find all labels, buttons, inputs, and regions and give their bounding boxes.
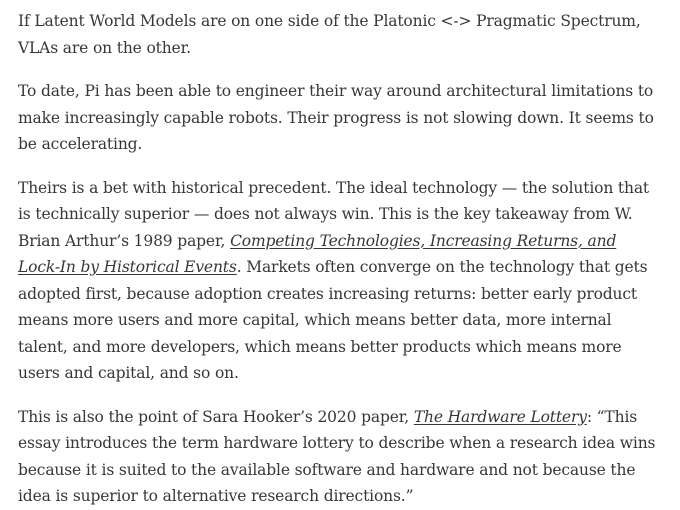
paragraph-historical-precedent-before: Theirs is a bet with historical precedent. The ideal technology — the solution that is technically superior — does not always win. This is the key takeaway from W. Brian Arthur’s 1989 paper, <box>18 178 650 250</box>
link-competing-technologies[interactable]: Competing Technologies, Increasing Returns, and Lock-In by Historical Events <box>18 231 617 276</box>
paragraph-historical-precedent <box>18 175 658 387</box>
paragraph-hardware-lottery <box>18 404 658 510</box>
paragraph-hardware-lottery-before: This is also the point of Sara Hooker’s 2020 paper, <box>18 407 414 426</box>
paragraph-intro-text: If Latent World Models are on one side of the Platonic <-> Pragmatic Spectrum, VLAs are on the other. <box>18 12 641 57</box>
paragraph-intro <box>18 8 658 61</box>
paragraph-pi-progress <box>18 78 658 158</box>
paragraph-historical-precedent-after: . Markets often converge on the technology that gets adopted first, because adoption creates increasing returns: better early product means more users and more capital, which means better data, more internal talent, and more developers, which means better products which means more users and capital, and so on. <box>18 258 648 382</box>
paragraph-hardware-lottery-after: : “This essay introduces the term hardware lottery to describe when a research idea wins because it is suited to the available software and hardware and not because the idea is superior to alternative research directions.” <box>18 407 656 505</box>
paragraph-pi-progress-text: To date, Pi has been able to engineer their way around architectural limitations to make increasingly capable robots. Their progress is not slowing down. It seems to be accelerating. <box>18 82 654 153</box>
article-body <box>18 8 658 510</box>
link-hardware-lottery[interactable]: The Hardware Lottery <box>413 407 587 426</box>
